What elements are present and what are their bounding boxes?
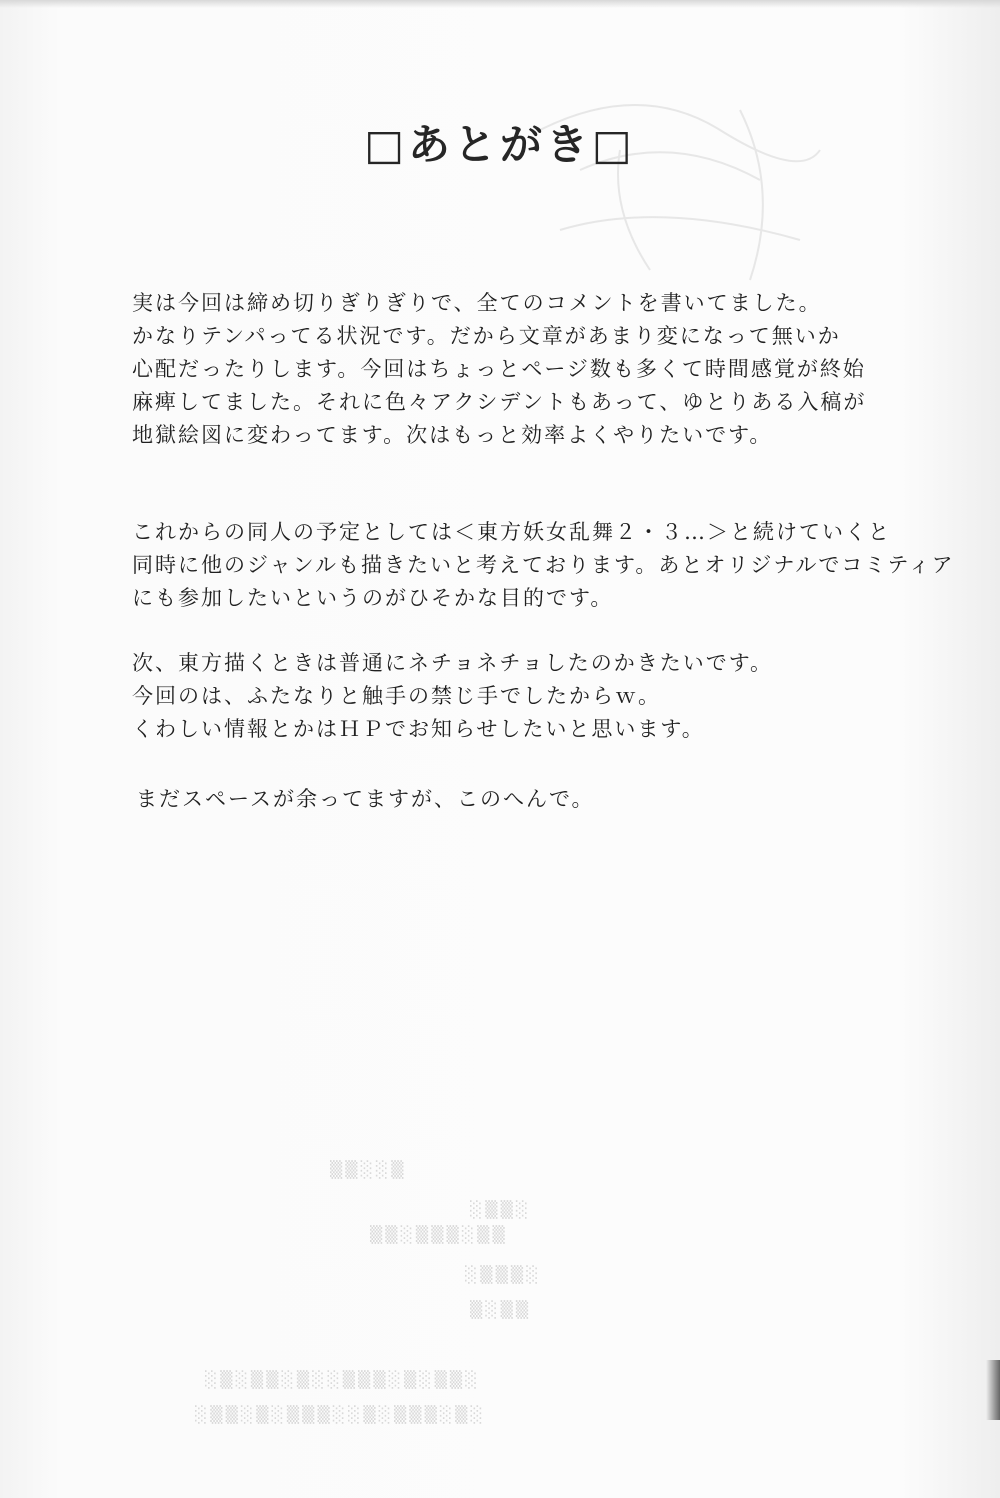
paragraph-1 [132,287,952,452]
paragraph-line: 次、東方描くときは普通にネチョネチョしたのかきたいです。 [132,651,774,675]
paragraph-line: にも参加したいというのがひそかな目的です。 [132,586,614,610]
paragraph-line: 麻痺してました。それに色々アクシデントもあって、ゆとりある入稿が [132,390,867,414]
showthrough-smudge: ░▒▒░▒░▒▒▒░░▒░▒▒▒░▒░ [195,1405,486,1424]
showthrough-smudge: ▒▒░░▒ [330,1160,407,1179]
showthrough-smudge: ▒▒░▒▒▒░▒▒ [370,1225,508,1244]
paragraph-2 [132,516,955,615]
paragraph-line: 今回のは、ふたなりと触手の禁じ手でしたからｗ。 [132,684,661,708]
showthrough-smudge: ▒░▒▒ [470,1300,532,1319]
showthrough-smudge: ░▒▒░ [470,1200,532,1219]
showthrough-smudge: ░▒▒▒░ [465,1265,542,1284]
paragraph-line: 地獄絵図に変わってます。次はもっと効率よくやりたいです。 [132,423,773,447]
page-right-edge-mark [986,1360,1000,1420]
paragraph-line: かなりテンパってる状況です。だから文章があまり変になって無いか [132,324,841,348]
paragraph-line: これからの同人の予定としては＜東方妖女乱舞２・３…＞と続けていくと [132,520,891,544]
paragraph-4 [136,783,956,816]
paragraph-line: 心配だったりします。今回はちょっとページ数も多くて時間感覚が終始 [132,357,866,381]
page-top-shadow [0,0,1000,8]
showthrough-smudge: ░▒░▒▒░▒░░▒▒▒░▒░▒▒░ [205,1370,481,1389]
paragraph-line: まだスペースが余ってますが、このへんで。 [136,787,595,811]
paragraph-line: 同時に他のジャンルも描きたいと考えております。あとオリジナルでコミティア [132,553,955,577]
paragraph-3 [132,647,952,746]
paragraph-line: 実は今回は締め切りぎりぎりで、全てのコメントを書いてました。 [132,291,822,315]
page-title: □あとがき□ [364,120,636,169]
paragraph-line: くわしい情報とかはＨＰでお知らせしたいと思います。 [132,717,705,741]
